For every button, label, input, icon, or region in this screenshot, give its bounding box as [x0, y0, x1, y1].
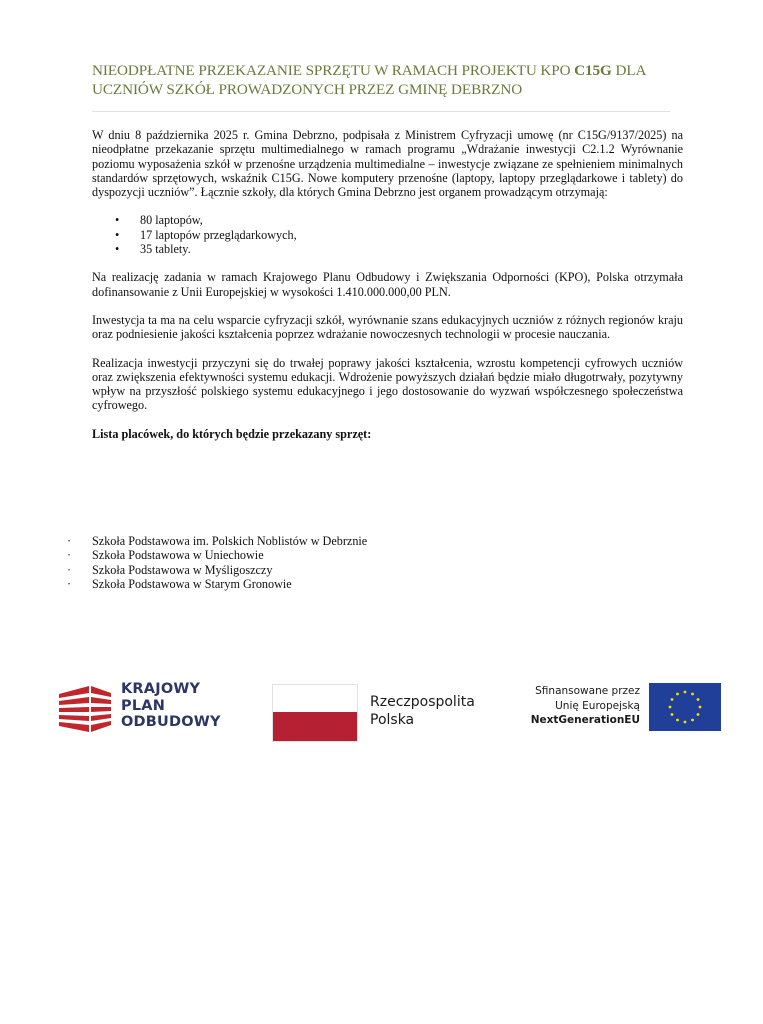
equipment-item: • 35 tablety.: [92, 242, 683, 256]
schools-list: [67, 534, 367, 591]
school-name: Szkoła Podstawowa im. Polskich Noblistów w Debrznie: [92, 534, 368, 548]
school-item: [67, 534, 367, 548]
eu-flag-icon: [649, 683, 721, 731]
bullet-icon: ·: [67, 576, 72, 591]
eu-logo-text: [515, 684, 640, 728]
kpo-line: PLAN: [121, 697, 166, 714]
paragraph-impact: Realizacja inwestycji przyczyni się do trwałej poprawy jakości kształcenia, wzrostu kompetencji cyfrowych uczniów oraz zwiększenia efektywności systemu edukacji. Wdrożenie powyższych działań będzie miało długotrwały, pozytywny wpływ na przyszłość polskiego systemu edukacyjnego i jego dostosowanie do wyzwań współczesnego społeczeństwa cyfrowego.: [92, 355, 683, 413]
school-name: Szkoła Podstawowa w Starym Gronowie: [92, 576, 292, 591]
school-name: Szkoła Podstawowa w Uniechowie: [92, 548, 264, 563]
document-title: [92, 61, 692, 99]
rp-line: Rzeczpospolita: [370, 694, 475, 710]
equipment-item: • 17 laptopów przeglądarkowych,: [92, 228, 683, 242]
bullet-icon: ·: [67, 548, 72, 563]
kpo-line: ODBUDOWY: [121, 714, 221, 730]
rp-logo-text: [370, 693, 475, 729]
kpo-line: KRAJOWY: [121, 681, 201, 697]
school-name: Szkoła Podstawowa w Myśligoszczy: [92, 562, 273, 577]
schools-heading: Lista placówek, do których będzie przekazany sprzęt:: [92, 426, 372, 441]
equipment-list: [92, 213, 683, 256]
eu-line: NextGenerationEU: [530, 714, 640, 726]
kpo-logo-text: [121, 681, 221, 731]
paragraph-goals: Inwestycja ta ma na celu wsparcie cyfryzacji szkół, wyrównanie szans edukacyjnych uczniów z różnych regionów kraju oraz podniesienie jakości kształcenia poprzez wdrażanie nowoczesnych technologii w procesie nauczania.: [92, 312, 683, 342]
bullet-icon: ·: [67, 534, 72, 548]
equipment-item: • 80 laptopów,: [92, 213, 683, 227]
title-code: C15G: [574, 62, 612, 79]
rp-line: Polska: [370, 712, 415, 728]
bullet-icon: ·: [67, 562, 72, 577]
paragraph-funding: Na realizację zadania w ramach Krajowego Planu Odbudowy i Zwiększania Odporności (KPO), Polska otrzymała dofinansowanie z Unii Europejskiej w wysokości 1.410.000.000,00 PLN.: [92, 270, 683, 299]
school-item: [67, 563, 367, 577]
title-divider: [92, 111, 670, 112]
paragraph-agreement: W dniu 8 października 2025 r. Gmina Debrzno, podpisała z Ministrem Cyfryzacji umowę (nr C15G/9137/2025) na nieodpłatne przekazanie sprzętu multimedialnego w ramach programu „Wdrażanie inwestycji C2.1.2 Wyrównanie poziomu wyposażenia szkół w przenośne urządzenia multimedialne – inwestycje związane ze spełnieniem minimalnych standardów sprzętowych, wskaźnik C15G. Nowe komputery przenośne (laptopy, laptopy przeglądarkowe i tablety) do dyspozycji uczniów”. Łącznie szkoły, dla których Gmina Debrzno jest organem prowadzącym otrzymają:: [92, 128, 683, 200]
title-text-continued: DLA UCZNIÓW SZKÓŁ PROWADZONYCH PRZEZ GMINĘ DEBRZNO: [92, 62, 646, 98]
kpo-building-icon: [59, 684, 111, 734]
polish-flag-icon: [272, 684, 358, 742]
school-item: [67, 577, 367, 591]
eu-line: Sfinansowane przez: [535, 685, 640, 697]
school-item: [67, 548, 367, 562]
title-text: NIEODPŁATNE PRZEKAZANIE SPRZĘTU W RAMACH PROJEKTU KPO: [92, 62, 575, 79]
document-body: [92, 128, 683, 441]
eu-line: Unię Europejską: [555, 699, 640, 712]
funding-logos: [0, 672, 763, 752]
